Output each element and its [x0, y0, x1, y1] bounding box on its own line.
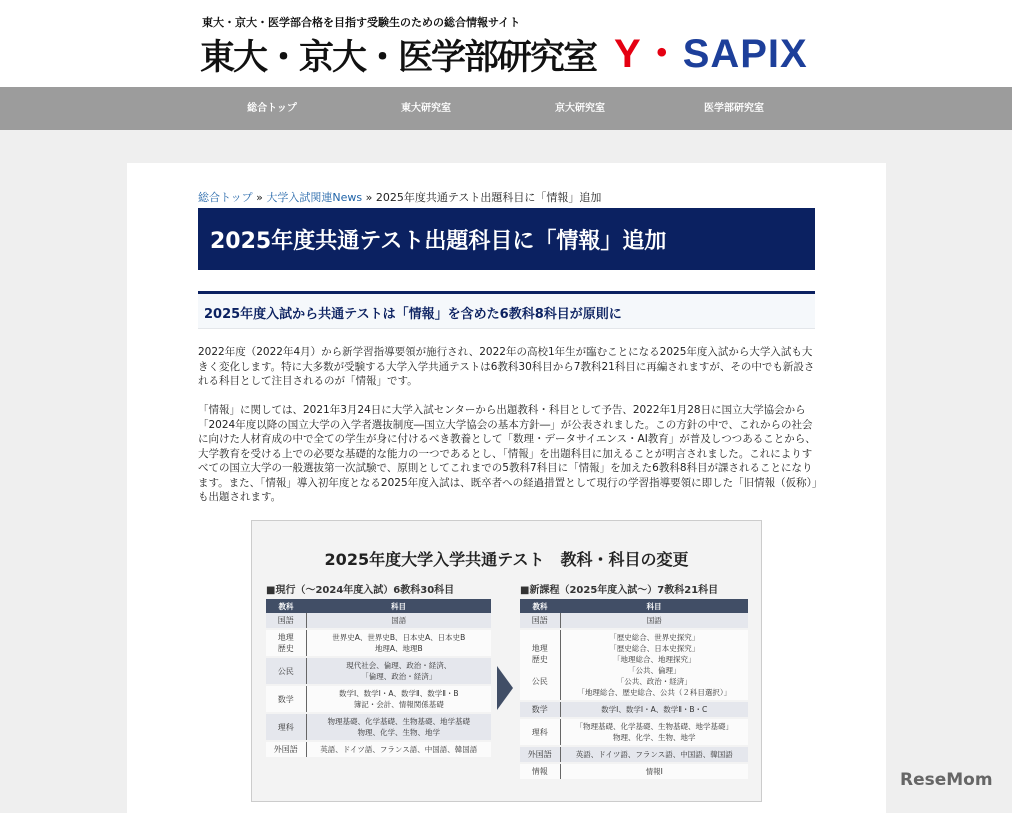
figure-title: 2025年度大学入学共通テスト 教科・科目の変更: [324, 550, 689, 569]
subjects-cell: 情報Ⅰ: [560, 763, 748, 780]
subjects-cell: 英語、ドイツ語、フランス語、中国語、韓国語: [306, 741, 491, 758]
site-header: [0, 0, 1012, 87]
table-header: 教科: [266, 599, 306, 613]
new-table-wrap: [520, 581, 748, 781]
section-heading: 2025年度入試から共通テストは「情報」を含めた6教科8科目が原則に: [198, 291, 815, 329]
nav-igakubu[interactable]: 医学部研究室: [704, 103, 764, 114]
page-title: 2025年度共通テスト出題科目に「情報」追加: [198, 208, 815, 270]
new-subjects-table: [520, 599, 748, 781]
site-tagline: 東大・京大・医学部合格を目指す受験生のための総合情報サイト: [202, 16, 521, 29]
subjects-cell: 現代社会、倫理、政治・経済、 「倫理、政治・経済」: [306, 657, 491, 685]
nav-kyodai[interactable]: 京大研究室: [555, 103, 605, 114]
table-row: [266, 657, 491, 685]
subjects-cell: 「歴史総合、世界史探究」 「歴史総合、日本史探究」 「地理総合、地理探究」 「公共、倫理」 「公共、政治・経済」 「地理総合、歴史総合、公共（２科目選択）」: [560, 629, 748, 701]
breadcrumb-home[interactable]: 総合トップ: [198, 191, 253, 204]
subjects-cell: 「物理基礎、化学基礎、生物基礎、地学基礎」 物理、化学、生物、地学: [560, 718, 748, 746]
ysapix-logo[interactable]: [614, 22, 808, 79]
subjects-cell: 英語、ドイツ語、フランス語、中国語、韓国語: [560, 746, 748, 763]
breadcrumb-sep: »: [362, 191, 376, 204]
subject-area-cell: 数学: [266, 685, 306, 713]
subject-area-cell: 地理 歴史 公民: [520, 629, 560, 701]
main-nav: [0, 87, 1012, 130]
subject-area-cell: 外国語: [520, 746, 560, 763]
article-card: [127, 163, 886, 813]
table-row: [266, 613, 491, 629]
table-header: 教科: [520, 599, 560, 613]
subject-change-figure: [251, 520, 762, 802]
table-row: [266, 741, 491, 758]
old-table-wrap: [266, 581, 491, 759]
subject-area-cell: 理科: [520, 718, 560, 746]
breadcrumb-category[interactable]: 大学入試関連News: [266, 191, 363, 204]
subject-area-cell: 公民: [266, 657, 306, 685]
breadcrumb-sep: »: [252, 191, 267, 204]
arrow-icon: [497, 666, 513, 710]
old-table-caption: ■現行（～2024年度入試）6教科30科目: [266, 585, 455, 596]
subjects-cell: 国語: [306, 613, 491, 629]
old-subjects-table: [266, 599, 491, 759]
table-row: [520, 613, 748, 629]
resemom-watermark: ReseMom: [900, 770, 993, 790]
subjects-cell: 数学Ⅰ、数学Ⅰ・A、数学Ⅱ・B・C: [560, 701, 748, 718]
paragraph: 「情報」に関しては、2021年3月24日に大学入試センターから出題教科・科目として予告、2022年1月28日に国立大学協会から「2024年度以降の国立大学の入学者選抜制度―国立大学協会の基本方針―」が公表されました。この方針の中で、これからの社会に向けた人材育成の中で全ての学生が身に付けるべき教養として「数理・データサイエンス・AI教育」が普及しつつあることから、大学教育を受ける上での必要な基礎的な能力の一つであるとし、「情報」を出題科目に加えることが明言されました。これによりすべての国立大学の一般選抜第一次試験で、原則としてこれまでの5教科7科目に「情報」を加えた6教科8科目が課されることになります。また、「情報」導入初年度となる2025年度入試は、既卒者への経過措置として現行の学習指導要領に即した「旧情報（仮称）」も出題されます。: [198, 404, 818, 503]
subject-area-cell: 国語: [266, 613, 306, 629]
subjects-cell: 物理基礎、化学基礎、生物基礎、地学基礎 物理、化学、生物、地学: [306, 713, 491, 741]
new-table-caption: ■新課程（2025年度入試～）7教科21科目: [520, 585, 719, 596]
logo-y: Y: [614, 32, 642, 76]
nav-todai[interactable]: 東大研究室: [401, 103, 451, 114]
site-name-logo[interactable]: 東大・京大・医学部研究室: [200, 37, 597, 78]
subject-area-cell: 情報: [520, 763, 560, 780]
table-row: [266, 685, 491, 713]
subject-area-cell: 数学: [520, 701, 560, 718]
subjects-cell: 世界史A、世界史B、日本史A、日本史B 地理A、地理B: [306, 629, 491, 657]
table-row: [266, 629, 491, 657]
table-row: [520, 629, 748, 701]
subject-area-cell: 外国語: [266, 741, 306, 758]
table-row: [520, 701, 748, 718]
table-header: 科目: [560, 599, 748, 613]
table-header: 科目: [306, 599, 491, 613]
table-row: [520, 746, 748, 763]
subjects-cell: 国語: [560, 613, 748, 629]
breadcrumb-current: 2025年度共通テスト出題科目に「情報」追加: [375, 191, 602, 204]
subjects-cell: 数学Ⅰ、数学Ⅰ・A、数学Ⅱ、数学Ⅱ・B 簿記・会計、情報関係基礎: [306, 685, 491, 713]
nav-top[interactable]: 総合トップ: [247, 103, 297, 114]
subject-area-cell: 地理 歴史: [266, 629, 306, 657]
paragraph: 2022年度（2022年4月）から新学習指導要領が施行され、2022年の高校1年生が臨むことになる2025年度入試から大学入試も大きく変化します。特に大多数が受験する大学入学共通テストは6教科30科目から7教科21科目に再編されますが、その中でも新設される科目として注目されるのが「情報」です。: [198, 346, 815, 387]
breadcrumb: [198, 189, 601, 205]
logo-sep: ・: [641, 32, 683, 76]
table-row: [266, 713, 491, 741]
subject-area-cell: 国語: [520, 613, 560, 629]
table-row: [520, 763, 748, 780]
table-row: [520, 718, 748, 746]
logo-text: SAPIX: [682, 32, 808, 76]
subject-area-cell: 理科: [266, 713, 306, 741]
